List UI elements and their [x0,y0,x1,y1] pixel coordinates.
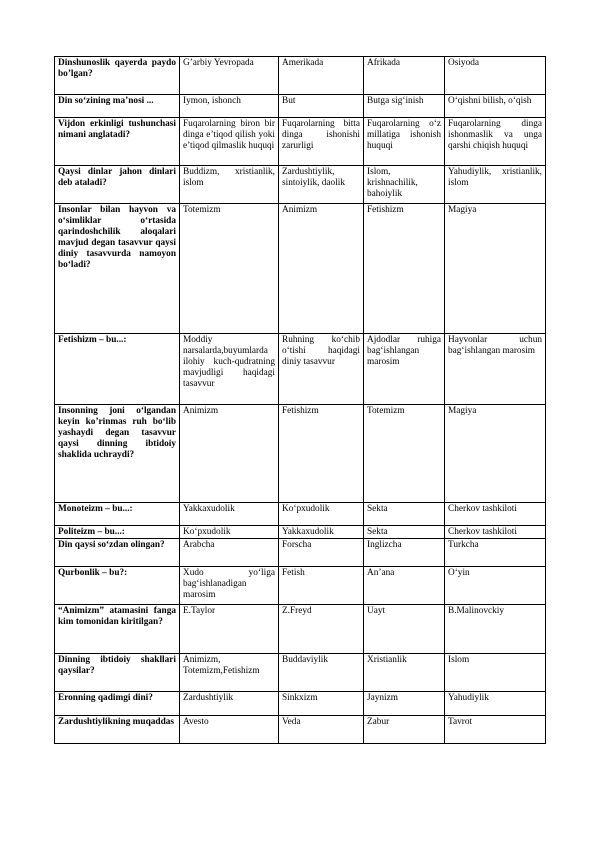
answer-cell: Yahudiylik, xristianlik, islom [445,166,546,204]
answer-cell: Tavrot [445,716,546,744]
answer-cell: Totemizm [364,405,445,503]
answer-cell: Sekta [364,526,445,539]
table-row [55,503,546,526]
answer-cell: O‘qishni bilish, o‘qish [445,95,546,118]
table-row [55,118,546,166]
answer-cell: But [279,95,364,118]
answer-cell: Magiya [445,405,546,503]
answer-cell: Fetishizm [364,204,445,334]
question-cell: Qurbonlik – bu?: [55,567,180,605]
answer-cell: Inglizcha [364,539,445,567]
answer-cell: O‘yin [445,567,546,605]
answer-cell: Sekta [364,503,445,526]
question-cell: “Animizm” atamasini fanga kim tomonidan kiritilgan? [55,605,180,654]
answer-cell: Cherkov tashkiloti [445,526,546,539]
answer-cell: E.Taylor [180,605,279,654]
table-row [55,567,546,605]
question-cell: Qaysi dinlar jahon dinlari deb ataladi? [55,166,180,204]
table-row [55,539,546,567]
table-row [55,716,546,744]
question-cell: Monoteizm – bu...: [55,503,180,526]
answer-cell: Magiya [445,204,546,334]
answer-cell: Osiyoda [445,57,546,95]
answer-cell: Zardushtiylik [180,692,279,716]
question-cell: Dinshunoslik qayerda paydo bo’lgan? [55,57,180,95]
question-cell: Insonlar bilan hayvon va o‘simliklar o‘rtasida qarindoshchilik aloqalari mavjud degan tasavvur qaysi diniy tasavvurda namoyon bo‘ladi? [55,204,180,334]
table-row [55,204,546,334]
answer-cell: Yakkaxudolik [279,526,364,539]
question-cell: Fetishizm – bu...: [55,334,180,405]
answer-cell: Buddizm, xristianlik, islom [180,166,279,204]
question-cell: Din qaysi so‘zdan olingan? [55,539,180,567]
answer-cell: Yakkaxudolik [180,503,279,526]
answer-cell: Totemizm [180,204,279,334]
question-cell: Vijdon erkinligi tushunchasi nimani anglatadi? [55,118,180,166]
answer-cell: Fuqarolarning dinga ishonmaslik va unga qarshi chiqish huquqi [445,118,546,166]
answer-cell: Ko‘pxudolik [180,526,279,539]
answer-cell: Animizm [180,405,279,503]
answer-cell: Ko‘pxudolik [279,503,364,526]
table-row [55,692,546,716]
answer-cell: Hayvonlar uchun bag‘ishlangan marosim [445,334,546,405]
answer-cell: Iymon, ishonch [180,95,279,118]
table-row [55,405,546,503]
answer-cell: Fuqarolarning biron bir dinga e’tiqod qilish yoki e’tiqod qilmaslik huquqi [180,118,279,166]
table-row [55,526,546,539]
quiz-table [54,56,546,744]
answer-cell: Uayt [364,605,445,654]
answer-cell: Amerikada [279,57,364,95]
table-row [55,605,546,654]
answer-cell: Ajdodlar ruhiga bag‘ishlangan marosim [364,334,445,405]
answer-cell: Fetish [279,567,364,605]
answer-cell: Moddiy narsalarda,buyumlarda ilohiy kuch-qudratning mavjudligi haqidagi tasavvur [180,334,279,405]
answer-cell: Veda [279,716,364,744]
answer-cell: Islom [445,654,546,692]
answer-cell: Turkcha [445,539,546,567]
answer-cell: Yahudiylik [445,692,546,716]
question-cell: Insonning joni o‘lgandan keyin ko’rinmas ruh bo‘lib yashaydi degan tasavvur qaysi dinning ibtidoiy shaklida uchraydi? [55,405,180,503]
table-row [55,334,546,405]
answer-cell: Avesto [180,716,279,744]
question-cell: Din so‘zining ma’nosi ... [55,95,180,118]
answer-cell: Ruhning ko‘chib o‘tishi haqidagi diniy tasavvur [279,334,364,405]
answer-cell: Z.Freyd [279,605,364,654]
answer-cell: Fetishizm [279,405,364,503]
answer-cell: Butga sig‘inish [364,95,445,118]
answer-cell: An’ana [364,567,445,605]
answer-cell: Zardushtiylik, sintoiylik, daolik [279,166,364,204]
question-cell: Zardushtiylikning muqaddas [55,716,180,744]
answer-cell: Sinkxizm [279,692,364,716]
answer-cell: Fuqarolarning bitta dinga ishonishi zarurligi [279,118,364,166]
answer-cell: Buddaviylik [279,654,364,692]
question-cell: Eronning qadimgi dini? [55,692,180,716]
table-row [55,95,546,118]
table-row [55,654,546,692]
answer-cell: Xristianlik [364,654,445,692]
answer-cell: Animizm, Totemizm,Fetishizm [180,654,279,692]
quiz-table-body [55,57,546,744]
answer-cell: Arabcha [180,539,279,567]
question-cell: Dinning ibtidoiy shakllari qaysilar? [55,654,180,692]
answer-cell: Cherkov tashkiloti [445,503,546,526]
answer-cell: Fuqarolarning o‘z millatiga ishonish huquqi [364,118,445,166]
answer-cell: Zabur [364,716,445,744]
answer-cell: Jaynizm [364,692,445,716]
answer-cell: G’arbiy Yevropada [180,57,279,95]
answer-cell: Forscha [279,539,364,567]
table-row [55,57,546,95]
answer-cell: Afrikada [364,57,445,95]
answer-cell: Xudo yo‘liga bag‘ishlanadigan marosim [180,567,279,605]
question-cell: Politeizm – bu...: [55,526,180,539]
answer-cell: B.Malinovckiy [445,605,546,654]
answer-cell: Islom, krishnachilik, bahoiylik [364,166,445,204]
answer-cell: Animizm [279,204,364,334]
table-row [55,166,546,204]
